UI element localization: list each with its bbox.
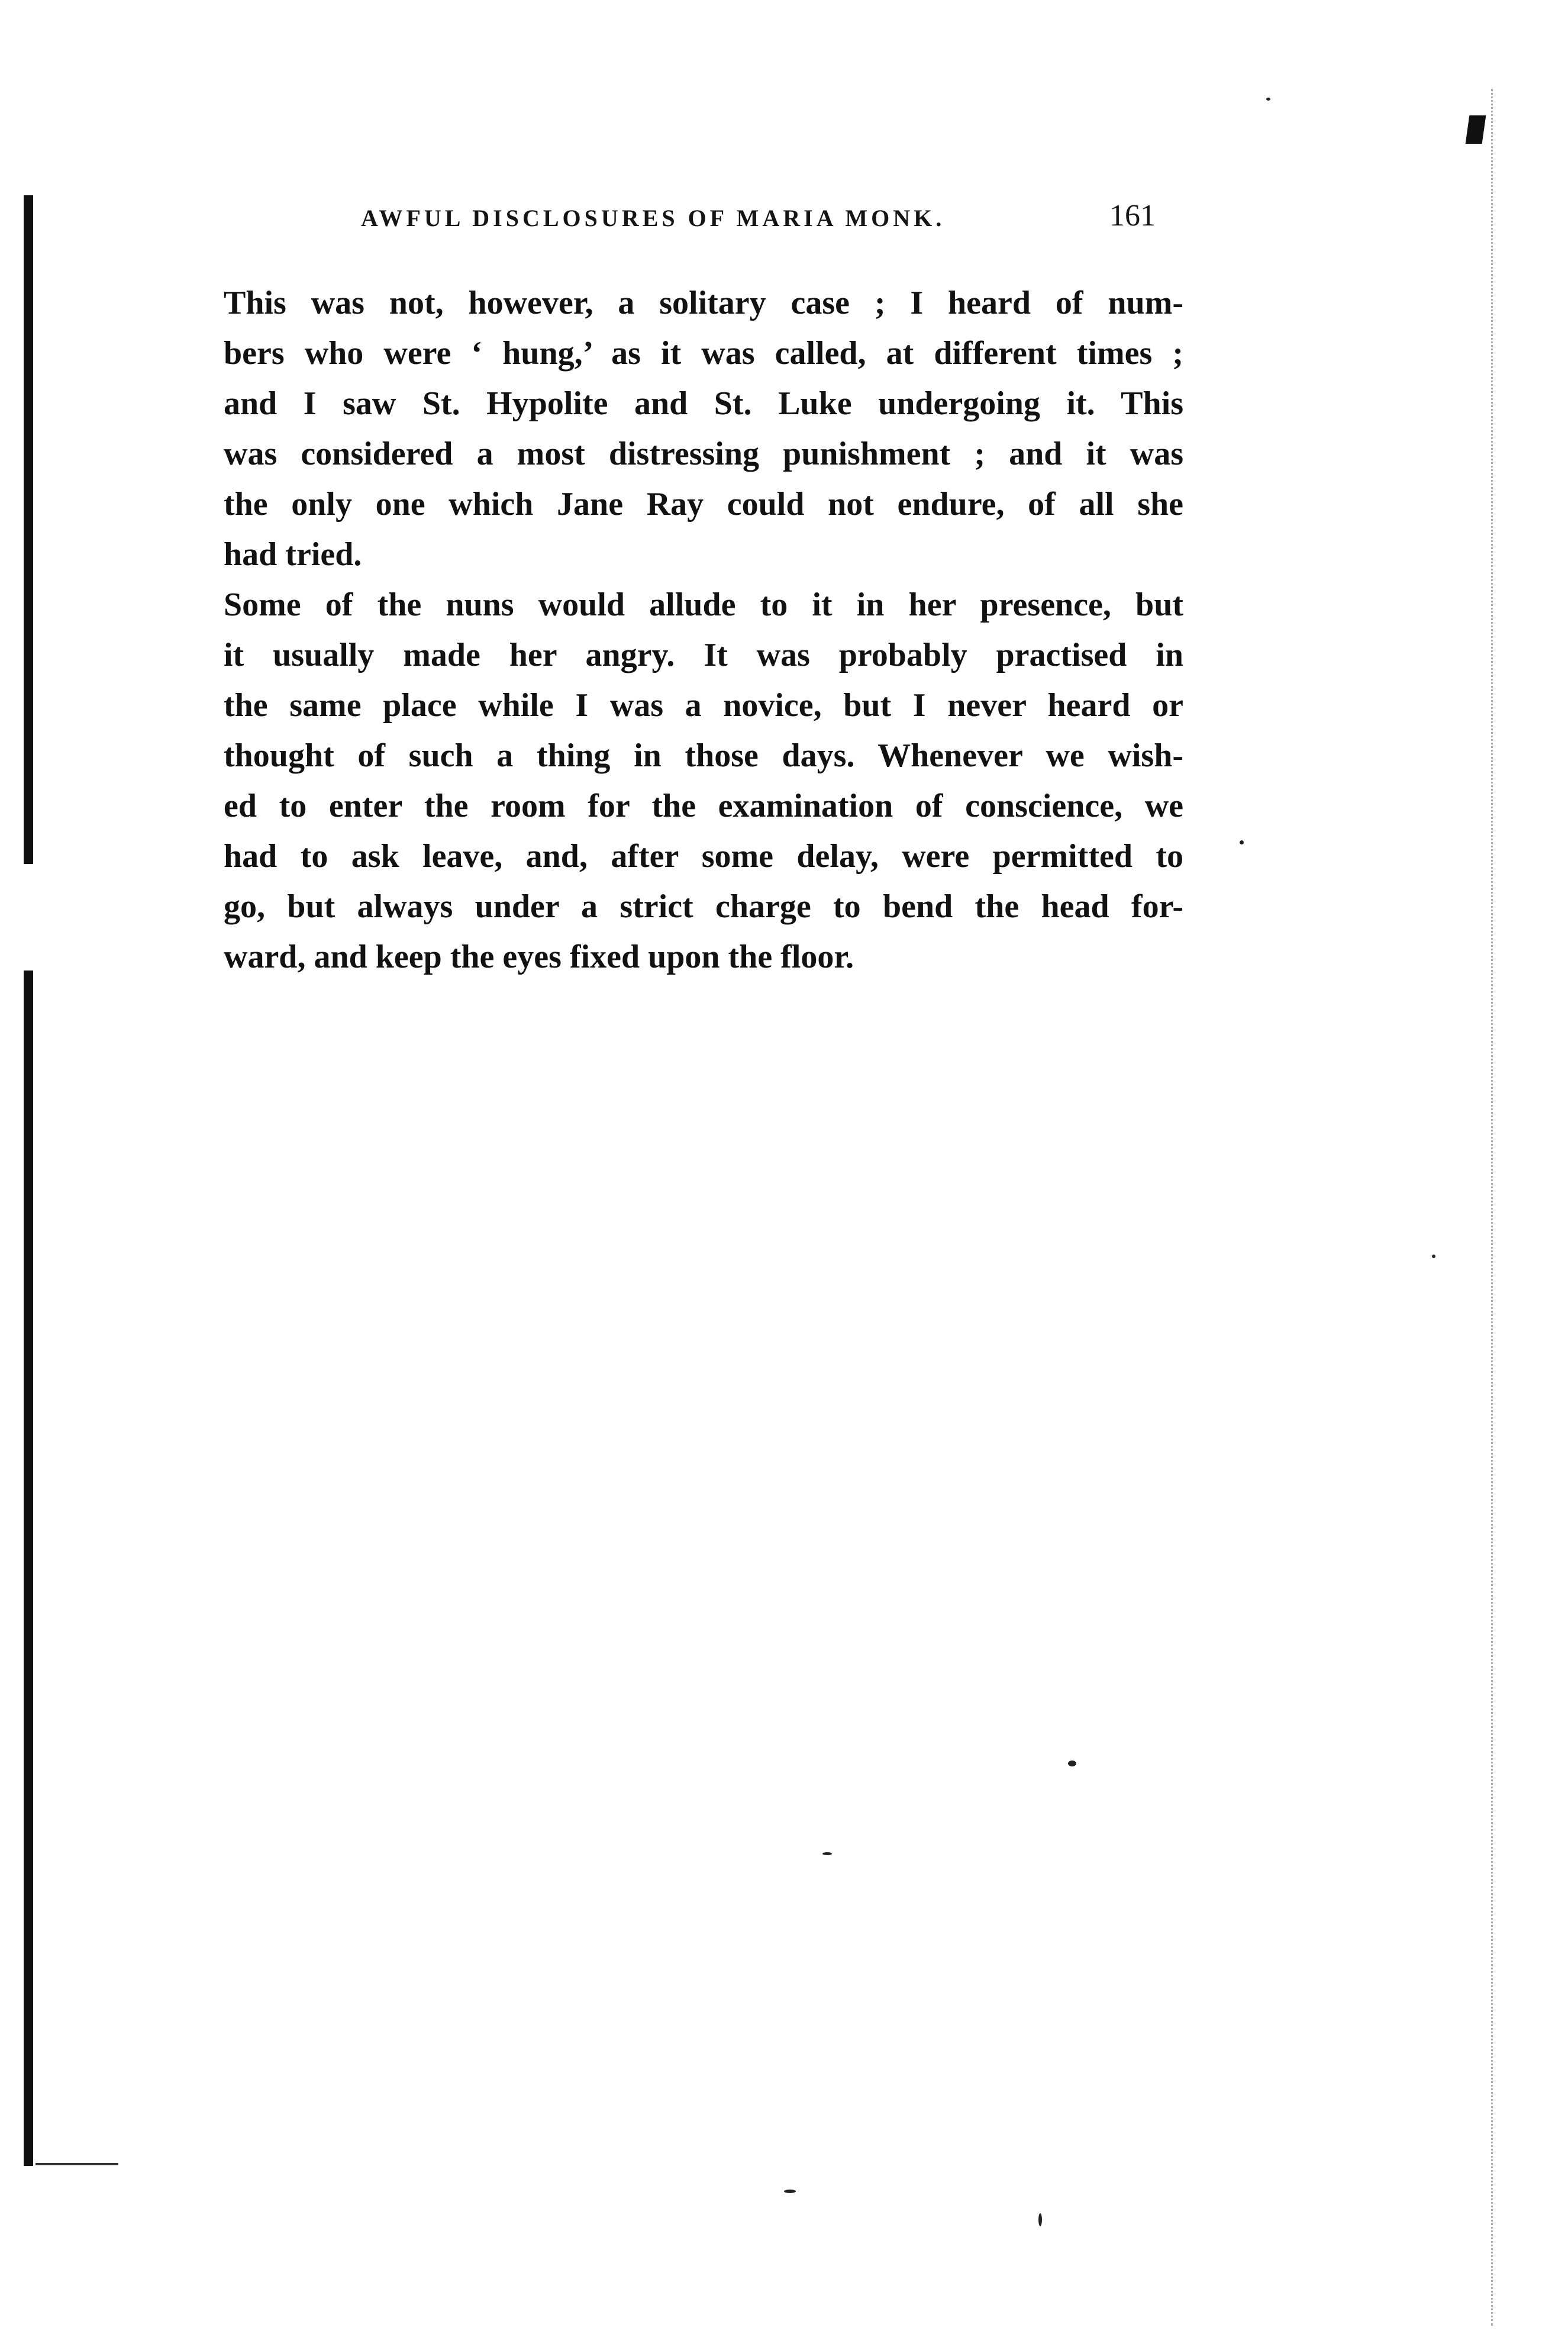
scan-speck (1432, 1255, 1435, 1258)
binding-edge-lower (24, 971, 33, 2166)
binding-edge-upper (24, 195, 33, 864)
scan-speck (1266, 98, 1270, 101)
text-line: it usually made her angry. It was probably practised in (224, 637, 1183, 673)
corner-ink-mark (1466, 115, 1486, 144)
running-head (361, 198, 1189, 246)
right-margin-scan-marks (1491, 89, 1499, 2326)
text-line: bers who were ‘ hung,’ as it was called, at different times ; (224, 335, 1183, 372)
body-text (195, 278, 1183, 982)
scan-speck (1038, 2213, 1042, 2226)
paragraph-1 (195, 278, 1183, 580)
text-line: This was not, however, a solitary case ; I heard of num- (224, 285, 1183, 321)
scan-speck (822, 1852, 832, 1855)
text-line: ed to enter the room for the examination of conscience, we (224, 788, 1183, 824)
text-line: thought of such a thing in those days. Whenever we wish- (224, 737, 1183, 774)
scan-speck (1240, 840, 1244, 844)
text-line: had tried. (224, 536, 362, 573)
text-line: the same place while I was a novice, but I never heard or (224, 687, 1183, 724)
text-line: and I saw St. Hypolite and St. Luke undergoing it. This (224, 385, 1183, 422)
text-line: had to ask leave, and, after some delay, were permitted to (224, 838, 1183, 875)
scan-speck (784, 2190, 796, 2193)
text-line: was considered a most distressing punishment ; and it was (224, 436, 1183, 472)
running-title: AWFUL DISCLOSURES OF MARIA MONK. (361, 205, 946, 231)
text-line: ward, and keep the eyes fixed upon the floor. (224, 939, 854, 975)
scan-speck (1068, 1761, 1076, 1766)
text-line: the only one which Jane Ray could not endure, of all she (224, 486, 1183, 523)
text-line: go, but always under a strict charge to bend the head for- (224, 888, 1183, 925)
page-number: 161 (1109, 199, 1156, 233)
text-line: Some of the nuns would allude to it in her presence, but (224, 586, 1183, 623)
paragraph-2 (195, 580, 1183, 982)
binding-edge-foot (36, 2163, 118, 2165)
